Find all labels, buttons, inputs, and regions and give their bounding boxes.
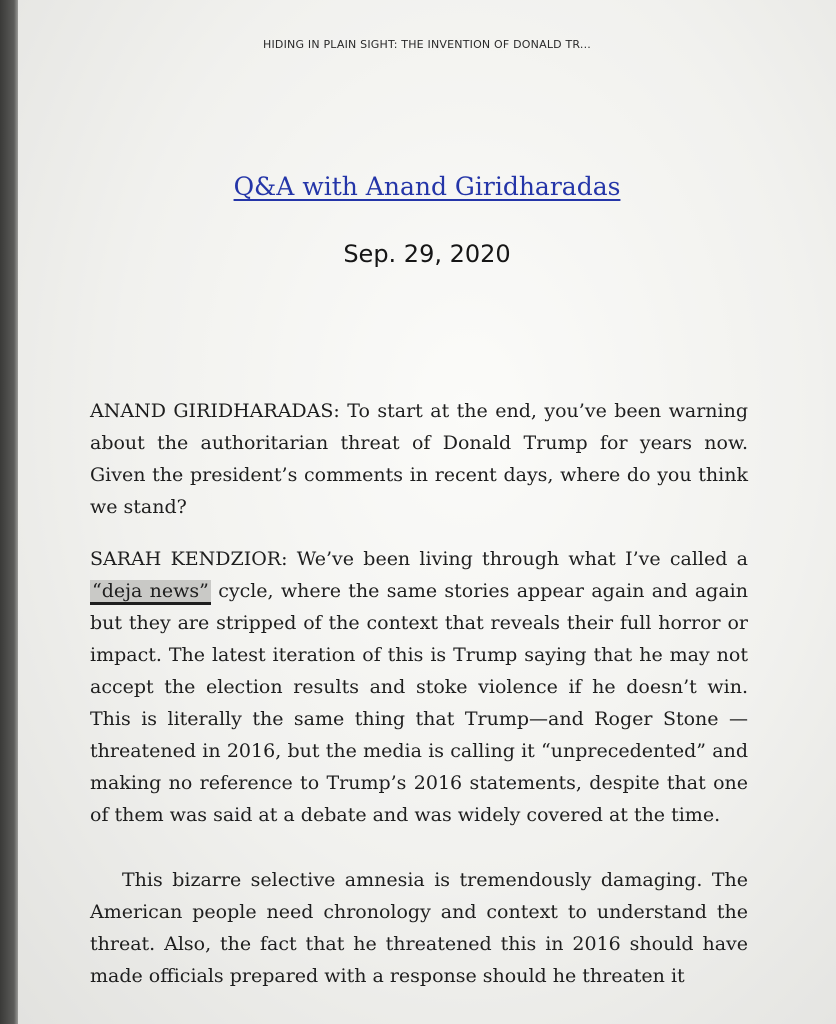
reader-screen <box>18 0 836 1024</box>
paragraph-text: cycle, where the same stories appear again and again but they are stripped of the context that reveals their full horror or impact. The latest iteration of this is Trump saying that he may not accept the election results and stoke violence if he doesn’t win. This is literally the same thing that Trump—and Roger Stone —threatened in 2016, but the media is calling it “unprecedented” and making no reference to Trump’s 2016 statements, despite that one of them was said at a debate and was widely covered at the time. <box>90 580 748 826</box>
speaker-label: ANAND GIRIDHARADAS: <box>90 400 340 422</box>
chapter-title-link[interactable]: Q&A with Anand Giridharadas <box>233 172 621 201</box>
speaker-label: SARAH KENDZIOR: <box>90 548 288 570</box>
running-header: HIDING IN PLAIN SIGHT: THE INVENTION OF DONALD TR... <box>263 38 591 51</box>
paragraph-giridharadas-question <box>90 395 748 523</box>
paragraph-continuation <box>90 864 748 992</box>
paragraph-kendzior-answer <box>90 543 748 831</box>
chapter-date: Sep. 29, 2020 <box>343 240 511 268</box>
paragraph-text: This bizarre selective amnesia is tremendously damaging. The American people need chronology and context to understand the threat. Also, the fact that he threatened this in 2016 should have made officials prepared with a response should he threaten it <box>90 869 748 987</box>
highlighted-passage[interactable]: “deja news” <box>90 580 211 605</box>
paragraph-text: We’ve been living through what I’ve called a <box>287 548 748 570</box>
paragraph-text: To start at the end, you’ve been warning about the authoritarian threat of Donald Trump for years now. Given the president’s comments in recent days, where do you think we stand? <box>90 400 748 518</box>
